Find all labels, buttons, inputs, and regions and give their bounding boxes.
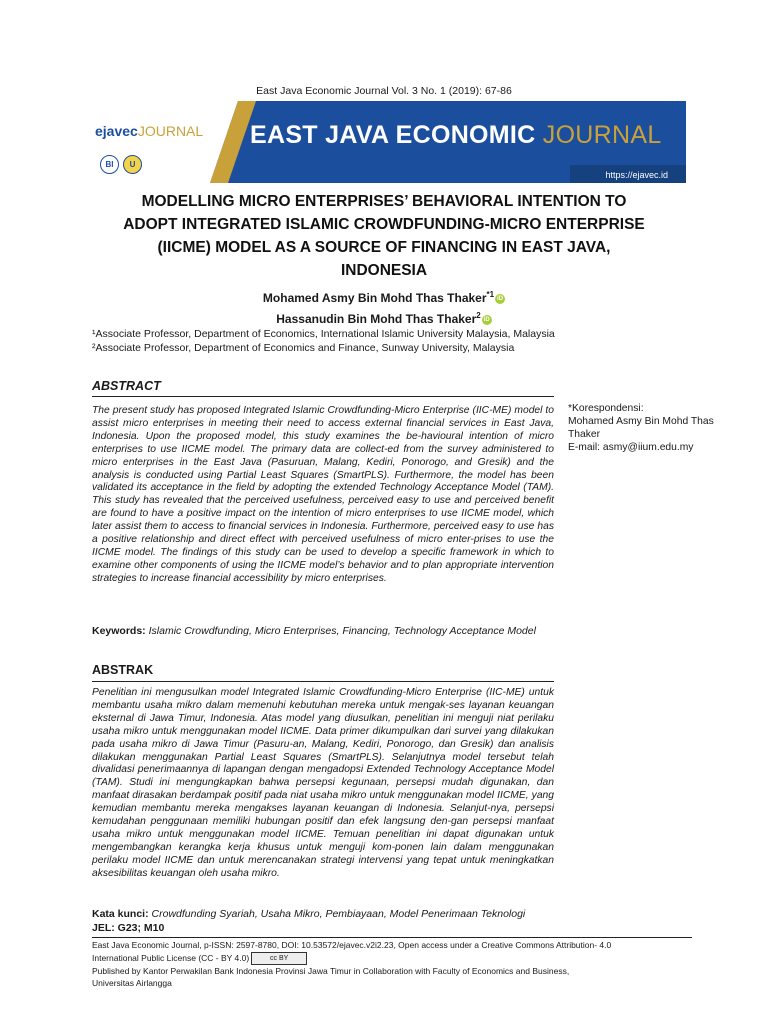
jel-codes: JEL: G23; M10 xyxy=(92,922,165,934)
correspondence-name: Mohamed Asmy Bin Mohd Thas Thaker xyxy=(568,416,714,440)
footer-line: International Public License (CC - BY 4.0) cc BY xyxy=(92,952,692,965)
kata-kunci-text: Crowdfunding Syariah, Usaha Mikro, Pembiayaan, Model Penerimaan Teknologi xyxy=(151,908,526,920)
abstrak-heading: ABSTRAK xyxy=(92,663,154,677)
footer-line: Published by Kantor Perwakilan Bank Indonesia Provinsi Jawa Timur in Collaboration with Faculty of Economics and Business, xyxy=(92,965,570,976)
footer-line: Universitas Airlangga xyxy=(92,978,172,989)
ejavec-logo: ejavecJOURNAL xyxy=(95,123,204,139)
abstract-text: The present study has proposed Integrated Islamic Crowdfunding-Micro Enterprise (IIC-ME) model to assist micro enterprises in meeting their need to access external financial services in East Java, Indonesia. Upon the proposed model, this study examines the be-havioural intention of micro enterprises to use IICME model. The primary data are collect-ed from the survey administered to micro enterprises in the East Java (Pasuruan, Malang, Kediri, Ponorogo, and Gresik) and the analysis is conducted using Partial Least Squares (SmartPLS). Furthermore, the model has been validated its acceptance in the field by adopting the extended Technology Acceptance Model (TAM). This study has revealed that the perceived usefulness, perceived easy to use and perceived benefit are found to have a positive impact on the intention of micro enterprises to use IICME model, which later assist them to access to financial services in Indonesia. Furthermore, perceived easy to use has a positive relationship and direct effect with perceived usefulness of micro enter-prises to use the IICME model. The findings of this study can be used to develop a specific framework in which to examine other components of using the IICME model’s behavior and to plan appropriate intervention strategies to increase financial accessibility by micro enterprises. xyxy=(92,405,554,584)
journal-banner xyxy=(92,101,686,183)
orcid-icon[interactable]: iD xyxy=(497,295,504,302)
keywords-label: Keywords: xyxy=(92,625,146,637)
abstrak-text: Penelitian ini mengusulkan model Integrated Islamic Crowdfunding-Micro Enterprise (IIC-ME) untuk membantu usaha mikro dalam memenuhi kebutuhan mereka untuk mengak-ses layanan keuangan eksternal di Jawa Timur, Indonesia. Atas model yang diusulkan, penelitian ini menguji niat perilaku usaha mikro untuk menggunakan model IICME. Data primer dikumpulkan dari survei yang dilakukan pada usaha mikro di Jawa Timur (Pasuru-an, Malang, Kediri, Ponorogo, dan Gresik) dan analisis dilakukan menggunakan Partial Least Squares (SmartPLS). Selanjutnya model tersebut telah divalidasi penerimaannya di lapangan dengan mengadopsi Extended Technology Acceptance Model (TAM). Studi ini mengungkapkan bahwa persepsi kegunaan, persepsi mudah digunakan, dan manfaat dirasakan berdampak positif pada niat usaha mikro untuk menggunakan model IICME, yang kemudian membantu mereka mengakses layanan keuangan di Indonesia. Selanjut-nya, persepsi kemudahan penggunaan memiliki hubungan positif dan efek langsung den-gan persepsi manfaat usaha mikro untuk menggunakan model IICME. Temuan penelitian ini dapat digunakan untuk mengembangkan kerangka kerja khusus untuk menguji kom-ponen lain dalam menggunakan perilaku model IICME dan untuk merencanakan strategi intervensi yang tepat untuk meningkatkan aksesibilitas keuangan oleh usaha mikro. xyxy=(92,687,554,879)
author: Hassanudin Bin Mohd Thas Thaker$^2$ iD xyxy=(276,311,490,326)
journal-citation: East Java Economic Journal Vol. 3 No. 1 (2019): 67-86 xyxy=(256,85,512,97)
affiliation: ¹Associate Professor, Department of Economics, International Islamic University Malaysia, Malaysia xyxy=(92,328,555,340)
paper-title xyxy=(60,190,708,282)
abstract-heading: ABSTRACT xyxy=(92,379,161,393)
institution-seals xyxy=(100,154,146,174)
banner-title: EAST JAVA ECONOMIC JOURNAL xyxy=(250,121,662,149)
keywords xyxy=(92,625,692,637)
orcid-icon[interactable]: iD xyxy=(483,316,490,323)
affiliation: ²Associate Professor, Department of Economics and Finance, Sunway University, Malaysia xyxy=(92,342,515,354)
bank-indonesia-seal-icon: BI xyxy=(100,155,119,174)
cc-by-license-icon[interactable]: cc BY xyxy=(251,952,307,965)
journal-url[interactable]: https://ejavec.id xyxy=(605,170,668,180)
abstract-rule xyxy=(92,396,554,397)
kata-kunci xyxy=(92,908,692,920)
footer-line: East Java Economic Journal, p-ISSN: 2597-8780, DOI: 10.53572/ejavec.v2i2.23, Open access under a Creative Commons Attribution- 4.0 xyxy=(92,940,612,950)
title-line: MODELLING MICRO ENTERPRISES’ BEHAVIORAL INTENTION TO xyxy=(141,193,627,210)
title-line: INDONESIA xyxy=(340,262,428,279)
correspondence xyxy=(568,402,748,454)
abstrak-rule xyxy=(92,681,554,682)
page-footer xyxy=(92,937,692,990)
affiliations xyxy=(92,327,692,355)
title-line: (IICME) MODEL AS A SOURCE OF FINANCING IN EAST JAVA, xyxy=(157,239,611,256)
kata-kunci-label: Kata kunci: xyxy=(92,908,149,920)
correspondence-label: *Korespondensi: xyxy=(568,403,644,414)
author: Mohamed Asmy Bin Mohd Thas Thaker$^{*1}$ iD xyxy=(262,290,504,305)
university-seal-icon: U xyxy=(123,155,142,174)
title-line: ADOPT INTEGRATED ISLAMIC CROWDFUNDING-MICRO ENTERPRISE xyxy=(123,216,645,233)
keywords-text: Islamic Crowdfunding, Micro Enterprises, Financing, Technology Acceptance Model xyxy=(148,625,536,637)
correspondence-email[interactable]: E-mail: asmy@iium.edu.my xyxy=(568,442,694,453)
author-list xyxy=(0,286,768,328)
